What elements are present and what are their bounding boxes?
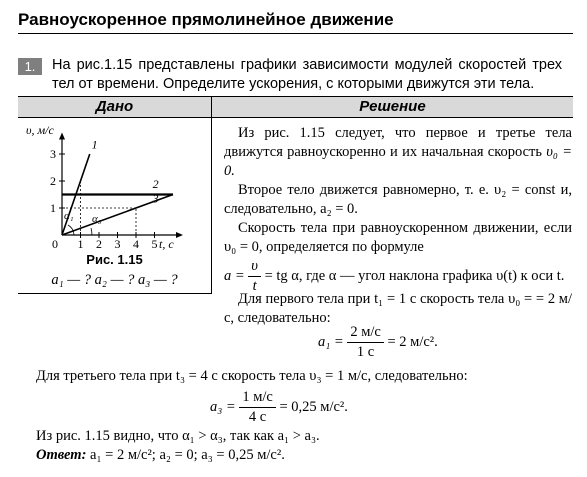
angle-label-1: α₁ [64, 210, 74, 222]
y-tick-label: 3 [50, 147, 56, 161]
x-tick-label: 5 [151, 237, 158, 251]
plot-area [26, 123, 183, 251]
solution-p2: Второе тело движется равномерно, т. е. υ₂ = const и, следовательно, a₂ = 0. [224, 182, 572, 217]
solution-p5: Для третьего тела при t₃ = 4 с скорость тела υ₃ = 1 м/с, следовательно: [36, 368, 468, 384]
angle-arc-1 [68, 225, 74, 235]
given-divider [18, 293, 212, 294]
formula-a3: a₃ = $\frac{1 м/с}{4 с}$ = 0,25 м/с². [210, 389, 348, 425]
series-label: 2 [152, 176, 159, 191]
title-underline [18, 33, 573, 34]
problem-number: 1. [18, 58, 42, 75]
solution-header: Решение [212, 96, 573, 118]
angle-arc-3 [91, 228, 92, 235]
x-tick-label: 1 [77, 237, 84, 251]
series-label: 1 [91, 137, 98, 152]
y-axis-arrow [59, 133, 65, 140]
page-title: Равноускоренное прямолинейное движение [18, 10, 394, 29]
x-tick-label: 4 [133, 237, 139, 251]
x-axis-arrow [176, 232, 183, 238]
solution-p4: Для первого тела при t₁ = 1 с скорость тела υ₀ = = 2 м/с, следовательно: [224, 291, 572, 326]
series-label: 3 [152, 191, 159, 206]
solution-p6: Из рис. 1.15 видно, что α₁ > α₃, так как a₁ > a₃. [36, 428, 320, 444]
formula-a1: a₁ = $\frac{2 м/с}{1 с}$ = 2 м/с². [318, 324, 438, 360]
given-unknowns: a₁ — ? a₂ — ? a₃ — ? [51, 272, 178, 288]
origin-label: 0 [52, 237, 58, 251]
y-axis-label: υ, м/с [26, 123, 54, 137]
table-divider [211, 96, 212, 293]
answer-line: Ответ: a₁ = 2 м/с²; a₂ = 0; a₃ = 0,25 м/с². [36, 447, 285, 463]
solution-p1: Из рис. 1.15 следует, что первое и третье тела движутся равноускоренно и их начальная скорость υ₀ = 0. [224, 125, 572, 179]
angle-label-3: α₃ [92, 213, 102, 225]
y-tick-label: 2 [50, 174, 56, 188]
x-tick-label: 3 [114, 237, 121, 251]
y-tick-label: 1 [50, 201, 56, 215]
given-header: Дано [18, 96, 211, 118]
solution-p3-formula: a = $\frac{\upsilon}{t}$ = tg α, где α — угол наклона графика υ(t) к оси t. [224, 258, 565, 294]
x-axis-label: t, с [159, 237, 174, 251]
figure-caption: Рис. 1.15 [86, 252, 143, 267]
figure-graph [18, 120, 211, 270]
problem-text: На рис.1.15 представлены графики зависимости модулей скоростей трех тел от времени. Определите ускорения, с которыми движутся эти тела. [52, 57, 562, 92]
x-tick-label: 2 [96, 237, 102, 251]
solution-p3: Скорость тела при равноускоренном движении, если υ₀ = 0, определяется по формуле [224, 220, 572, 255]
